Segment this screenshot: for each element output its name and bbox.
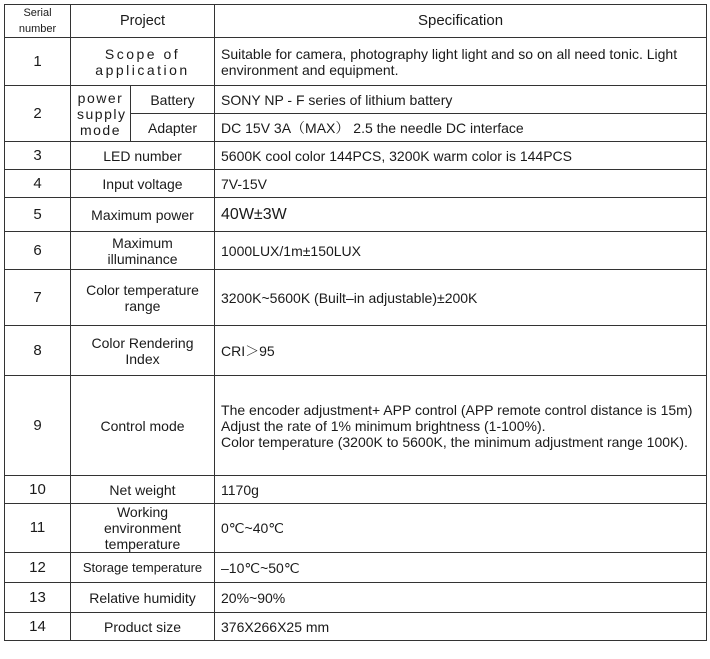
header-specification: Specification	[215, 5, 707, 38]
project-name: Net weight	[71, 476, 215, 504]
table-row	[5, 476, 707, 504]
project-name: Scope of application	[71, 38, 215, 86]
header-serial: Serial number	[5, 5, 71, 38]
specification-value: 0℃~40℃	[215, 504, 707, 553]
table-row	[5, 142, 707, 170]
table-row	[5, 270, 707, 326]
project-name: Control mode	[71, 376, 215, 476]
specification-value: 1000LUX/1m±150LUX	[215, 232, 707, 270]
table-row	[5, 86, 707, 114]
spec-line: Adjust the rate of 1% minimum brightness (1-100%).	[221, 417, 546, 434]
project-name: Product size	[71, 613, 215, 641]
specification-value: 40W±3W	[215, 198, 707, 232]
specification-value: 3200K~5600K (Built–in adjustable)±200K	[215, 270, 707, 326]
serial-number: 7	[5, 270, 71, 326]
specification-value: –10℃~50℃	[215, 553, 707, 583]
serial-number: 1	[5, 38, 71, 86]
project-name: Maximum illuminance	[71, 232, 215, 270]
specification-value: SONY NP - F series of lithium battery	[215, 86, 707, 114]
project-name: Input voltage	[71, 170, 215, 198]
table-row	[5, 38, 707, 86]
table-row	[5, 583, 707, 613]
serial-number: 3	[5, 142, 71, 170]
specification-value: 7V-15V	[215, 170, 707, 198]
serial-number: 11	[5, 504, 71, 553]
header-row	[5, 5, 707, 38]
specification-value: Suitable for camera, photography light light and so on all need tonic. Light environment and equipment.	[215, 38, 707, 86]
serial-number: 14	[5, 613, 71, 641]
specification-value: 376X266X25 mm	[215, 613, 707, 641]
table-row	[5, 198, 707, 232]
project-name: power supply mode	[71, 86, 131, 142]
spec-line: Color temperature (3200K to 5600K, the minimum adjustment range 100K).	[221, 433, 688, 450]
specification-table	[4, 4, 707, 641]
spec-line: The encoder adjustment+ APP control (APP remote control distance is 15m)	[221, 401, 693, 418]
project-name: Storage temperature	[71, 553, 215, 583]
serial-number: 12	[5, 553, 71, 583]
project-name: Color temperature range	[71, 270, 215, 326]
project-name: LED number	[71, 142, 215, 170]
serial-number: 4	[5, 170, 71, 198]
project-name: Color Rendering Index	[71, 326, 215, 376]
project-name: Working environment temperature	[71, 504, 215, 553]
header-project: Project	[71, 5, 215, 38]
specification-value: 1170g	[215, 476, 707, 504]
project-name: Relative humidity	[71, 583, 215, 613]
table-row	[5, 553, 707, 583]
sub-project-name: Adapter	[131, 114, 215, 142]
serial-number: 10	[5, 476, 71, 504]
table-row	[5, 232, 707, 270]
table-row	[5, 504, 707, 553]
serial-number: 2	[5, 86, 71, 142]
specification-value: 5600K cool color 144PCS, 3200K warm color is 144PCS	[215, 142, 707, 170]
serial-number: 8	[5, 326, 71, 376]
serial-number: 6	[5, 232, 71, 270]
specification-value: DC 15V 3A（MAX） 2.5 the needle DC interface	[215, 114, 707, 142]
serial-number: 5	[5, 198, 71, 232]
project-name: Maximum power	[71, 198, 215, 232]
serial-number: 9	[5, 376, 71, 476]
table-row	[5, 326, 707, 376]
specification-value: 20%~90%	[215, 583, 707, 613]
table-row	[5, 170, 707, 198]
serial-number: 13	[5, 583, 71, 613]
specification-value: CRI＞95	[215, 326, 707, 376]
table-row	[5, 613, 707, 641]
specification-value	[215, 376, 707, 476]
table-row	[5, 376, 707, 476]
sub-project-name: Battery	[131, 86, 215, 114]
